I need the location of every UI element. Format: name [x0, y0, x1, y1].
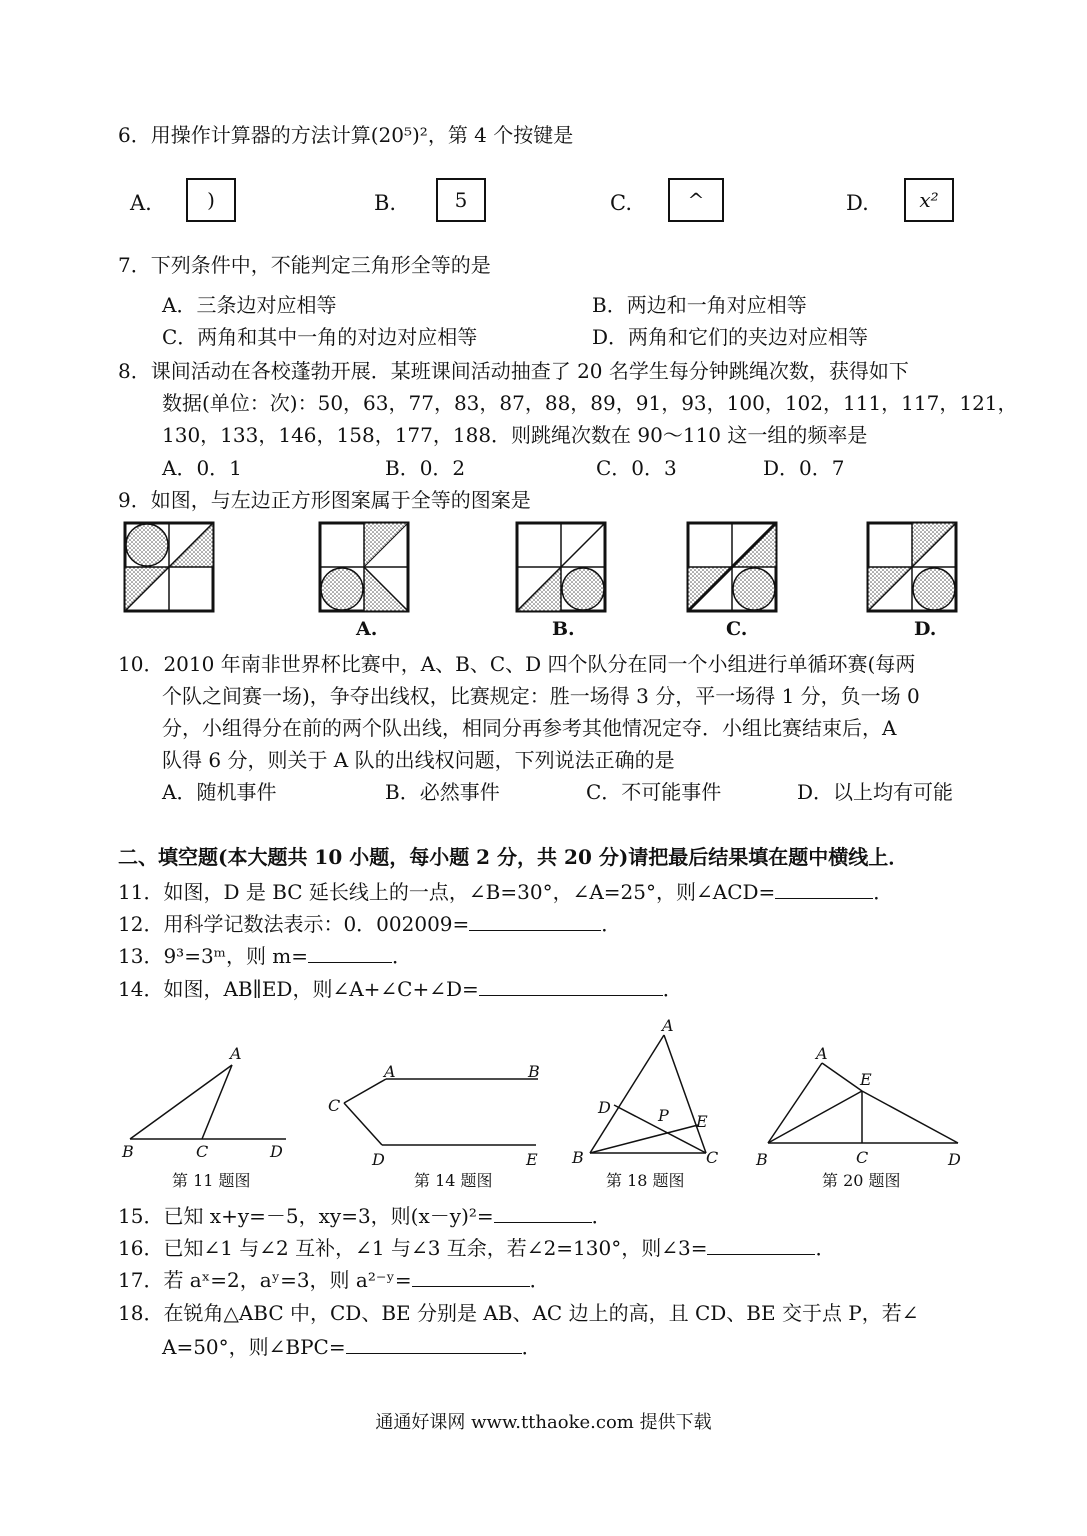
fig18-point-a: A	[662, 1016, 674, 1035]
q9-label-a: A.	[356, 618, 378, 640]
q8-option-c: C．0．3	[596, 456, 677, 480]
fig18-caption: 第 18 题图	[606, 1171, 685, 1190]
fig20-point-a: A	[816, 1044, 828, 1063]
geometry-figures	[110, 1015, 980, 1175]
question-9: 9．如图，与左边正方形图案属于全等的图案是	[118, 488, 531, 512]
figure-18	[571, 1016, 718, 1167]
fig14-point-b: B	[528, 1062, 540, 1081]
pattern-c	[688, 523, 776, 611]
question-10-line-3: 分，小组得分在前的两个队出线，相同分再参考其他情况定夺．小组比赛结束后，A	[162, 716, 897, 740]
question-18-line-2: A=50°，则∠BPC= ．	[162, 1335, 542, 1359]
key-box: ^	[668, 178, 724, 222]
question-8-line-2: 数据(单位：次)：50，63，77，83，87，88，89，91，93，100，102，111，117，121，	[162, 391, 1018, 415]
key-box: 5	[436, 178, 486, 222]
fig18-point-c: C	[706, 1148, 719, 1167]
pattern-original	[125, 523, 213, 611]
question-13-text: 13．9³=3ᵐ，则 m=	[118, 944, 309, 968]
fig20-point-e: E	[860, 1070, 872, 1089]
option-label: B.	[374, 191, 397, 215]
fig18-point-b: B	[572, 1148, 584, 1167]
question-14: 14．如图，AB∥ED，则∠A+∠C+∠D= ．	[118, 977, 683, 1001]
fig18-point-d: D	[598, 1098, 611, 1117]
fig14-caption: 第 14 题图	[414, 1171, 493, 1190]
fig11-point-c: C	[196, 1142, 209, 1161]
question-11: 11．如图，D 是 BC 延长线上的一点，∠B=30°，∠A=25°，则∠ACD= ．	[118, 880, 894, 904]
fig18-point-p: P	[658, 1106, 669, 1125]
question-14-text: 14．如图，AB∥ED，则∠A+∠C+∠D=	[118, 977, 479, 1001]
fig11-point-a: A	[230, 1044, 242, 1063]
answer-blank	[707, 1236, 815, 1255]
answer-blank	[479, 977, 663, 996]
question-10-line-2: 个队之间赛一场)，争夺出线权，比赛规定：胜一场得 3 分，平一场得 1 分，负一场 0	[162, 684, 920, 708]
page-footer: 通通好课网 www.tthaoke.com 提供下载	[375, 1412, 712, 1433]
fig20-point-c: C	[856, 1148, 869, 1167]
fig11-caption: 第 11 题图	[172, 1171, 251, 1190]
question-18-text: A=50°，则∠BPC=	[162, 1335, 346, 1359]
fig20-point-b: B	[756, 1150, 768, 1169]
option-label: C.	[610, 191, 632, 215]
q7-option-c: C．两角和其中一角的对边对应相等	[162, 325, 478, 349]
fig20-caption: 第 20 题图	[822, 1171, 901, 1190]
figure-14	[328, 1062, 540, 1169]
q7-option-b: B．两边和一角对应相等	[592, 293, 807, 317]
fig18-point-e: E	[696, 1112, 708, 1131]
figure-20	[755, 1044, 961, 1169]
section-2-heading: 二、填空题(本大题共 10 小题，每小题 2 分，共 20 分)请把最后结果填在题中横线上．	[118, 845, 909, 869]
key-box: )	[186, 178, 236, 222]
question-10-line-1: 10．2010 年南非世界杯比赛中，A、B、C、D 四个队分在同一个小组进行单循环赛(每两	[118, 652, 916, 676]
fig14-point-e: E	[526, 1150, 538, 1169]
question-12-text: 12．用科学记数法表示：0．002009=	[118, 912, 470, 936]
fig11-point-b: B	[122, 1142, 134, 1161]
q9-label-d: D.	[914, 618, 937, 640]
fig14-point-a: A	[384, 1062, 396, 1081]
fig11-point-d: D	[270, 1142, 283, 1161]
question-7: 7．下列条件中，不能判定三角形全等的是	[118, 253, 491, 277]
question-17-text: 17．若 aˣ=2，aʸ=3，则 a²⁻ʸ=	[118, 1268, 412, 1292]
question-8-line-1: 8．课间活动在各校蓬勃开展．某班课间活动抽查了 20 名学生每分钟跳绳次数，获得如下	[118, 359, 909, 383]
q7-option-a: A．三条边对应相等	[162, 293, 337, 317]
question-6: 6．用操作计算器的方法计算(20⁵)²，第 4 个按键是	[118, 123, 574, 147]
figure-11	[121, 1044, 286, 1161]
option-label: D.	[846, 191, 869, 215]
pattern-b	[517, 523, 605, 611]
option-label: A.	[130, 191, 152, 215]
answer-blank	[775, 880, 873, 899]
q10-option-d: D．以上均有可能	[797, 780, 954, 804]
fig20-point-d: D	[948, 1150, 961, 1169]
answer-blank	[494, 1204, 592, 1223]
pattern-d	[868, 523, 956, 611]
answer-blank	[308, 944, 392, 963]
q10-option-b: B．必然事件	[385, 780, 500, 804]
q8-option-d: D．0．7	[763, 456, 845, 480]
q7-option-d: D．两角和它们的夹边对应相等	[592, 325, 869, 349]
q9-label-b: B.	[552, 618, 575, 640]
question-15: 15．已知 x+y=－5，xy=3，则(x－y)²= ．	[118, 1204, 612, 1228]
question-18-line-1: 18．在锐角△ABC 中，CD、BE 分别是 AB、AC 边上的高，且 CD、BE 交于点 P，若∠	[118, 1301, 919, 1325]
question-16: 16．已知∠1 与∠2 互补，∠1 与∠3 互余，若∠2=130°，则∠3= ．	[118, 1236, 836, 1260]
key-box: x²	[904, 178, 954, 222]
q8-option-a: A．0．1	[162, 456, 242, 480]
question-15-text: 15．已知 x+y=－5，xy=3，则(x－y)²=	[118, 1204, 494, 1228]
q9-pattern-figures	[120, 518, 990, 618]
question-13: 13．9³=3ᵐ，则 m= ．	[118, 944, 413, 968]
q10-option-c: C．不可能事件	[586, 780, 722, 804]
question-12: 12．用科学记数法表示：0．002009= ．	[118, 912, 622, 936]
answer-blank	[469, 912, 601, 931]
pattern-a	[320, 523, 408, 611]
question-11-text: 11．如图，D 是 BC 延长线上的一点，∠B=30°，∠A=25°，则∠ACD=	[118, 880, 776, 904]
question-10-line-4: 队得 6 分，则关于 A 队的出线权问题，下列说法正确的是	[162, 748, 675, 772]
fig14-point-c: C	[328, 1096, 341, 1115]
answer-blank	[412, 1268, 530, 1287]
question-17: 17．若 aˣ=2，aʸ=3，则 a²⁻ʸ= ．	[118, 1268, 550, 1292]
q8-option-b: B．0．2	[385, 456, 466, 480]
question-8-line-3: 130，133，146，158，177，188．则跳绳次数在 90～110 这一组的频率是	[162, 423, 868, 447]
fig14-point-d: D	[372, 1150, 385, 1169]
q9-label-c: C.	[726, 618, 748, 640]
q10-option-a: A．随机事件	[162, 780, 277, 804]
question-16-text: 16．已知∠1 与∠2 互补，∠1 与∠3 互余，若∠2=130°，则∠3=	[118, 1236, 708, 1260]
answer-blank	[346, 1335, 522, 1354]
